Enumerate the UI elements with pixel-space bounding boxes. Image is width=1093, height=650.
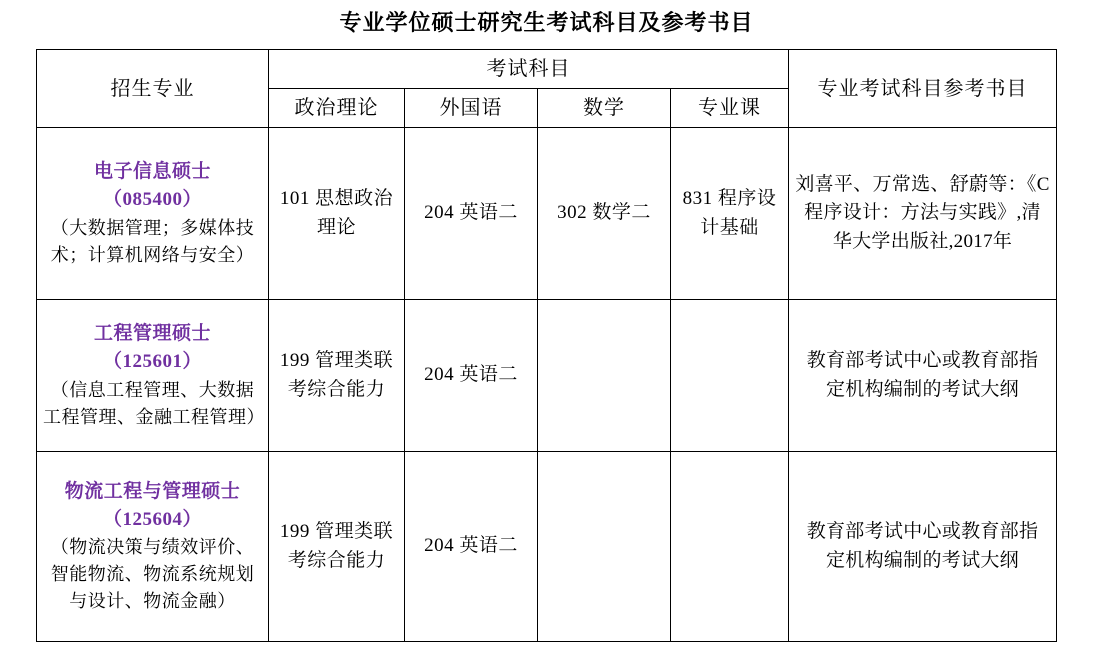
major-cell xyxy=(37,452,269,642)
major-description: （物流决策与绩效评价、智能物流、物流系统规划与设计、物流金融） xyxy=(50,537,255,612)
foreign-language-subject: 204 英语二 xyxy=(405,300,538,452)
major-code: （085400） xyxy=(102,189,202,210)
table-body xyxy=(37,128,1057,642)
reference-books: 刘喜平、万常选、舒蔚等：《C 程序设计：方法与实践》,清华大学出版社,2017年 xyxy=(789,128,1057,300)
header-major: 招生专业 xyxy=(37,50,269,128)
header-foreign-language: 外国语 xyxy=(405,89,538,128)
table-row xyxy=(37,452,1057,642)
major-code: （125604） xyxy=(102,508,202,530)
politics-subject: 101 思想政治理论 xyxy=(269,128,405,300)
header-books: 专业考试科目参考书目 xyxy=(789,50,1057,128)
table-row xyxy=(37,128,1057,300)
reference-books: 教育部考试中心或教育部指定机构编制的考试大纲 xyxy=(789,452,1057,642)
major-cell xyxy=(37,300,269,452)
major-description: （大数据管理；多媒体技术；计算机网络与安全） xyxy=(50,217,255,265)
header-math: 数学 xyxy=(538,89,671,128)
major-cell xyxy=(37,128,269,300)
reference-books: 教育部考试中心或教育部指定机构编制的考试大纲 xyxy=(789,300,1057,452)
header-exam-subjects-group: 考试科目 xyxy=(269,50,789,89)
major-name: 电子信息硕士 xyxy=(93,161,211,183)
math-subject: 302 数学二 xyxy=(538,128,671,300)
header-politics: 政治理论 xyxy=(269,89,405,128)
politics-subject: 199 管理类联考综合能力 xyxy=(269,452,405,642)
foreign-language-subject: 204 英语二 xyxy=(405,128,538,300)
foreign-language-subject: 204 英语二 xyxy=(405,452,538,642)
major-code: （125601） xyxy=(102,351,202,372)
major-description: （信息工程管理、大数据工程管理、金融工程管理） xyxy=(43,379,265,427)
header-professional: 专业课 xyxy=(671,89,789,128)
table-row xyxy=(37,300,1057,452)
politics-subject: 199 管理类联考综合能力 xyxy=(269,300,405,452)
exam-subjects-table xyxy=(36,49,1057,642)
table-header xyxy=(37,50,1057,128)
table-header-row-1 xyxy=(37,50,1057,89)
professional-subject xyxy=(671,452,789,642)
professional-subject xyxy=(671,300,789,452)
major-name: 工程管理硕士 xyxy=(93,323,211,345)
math-subject xyxy=(538,452,671,642)
math-subject xyxy=(538,300,671,452)
major-name: 物流工程与管理硕士 xyxy=(64,480,241,502)
professional-subject: 831 程序设计基础 xyxy=(671,128,789,300)
page-title: 专业学位硕士研究生考试科目及参考书目 xyxy=(339,10,754,35)
